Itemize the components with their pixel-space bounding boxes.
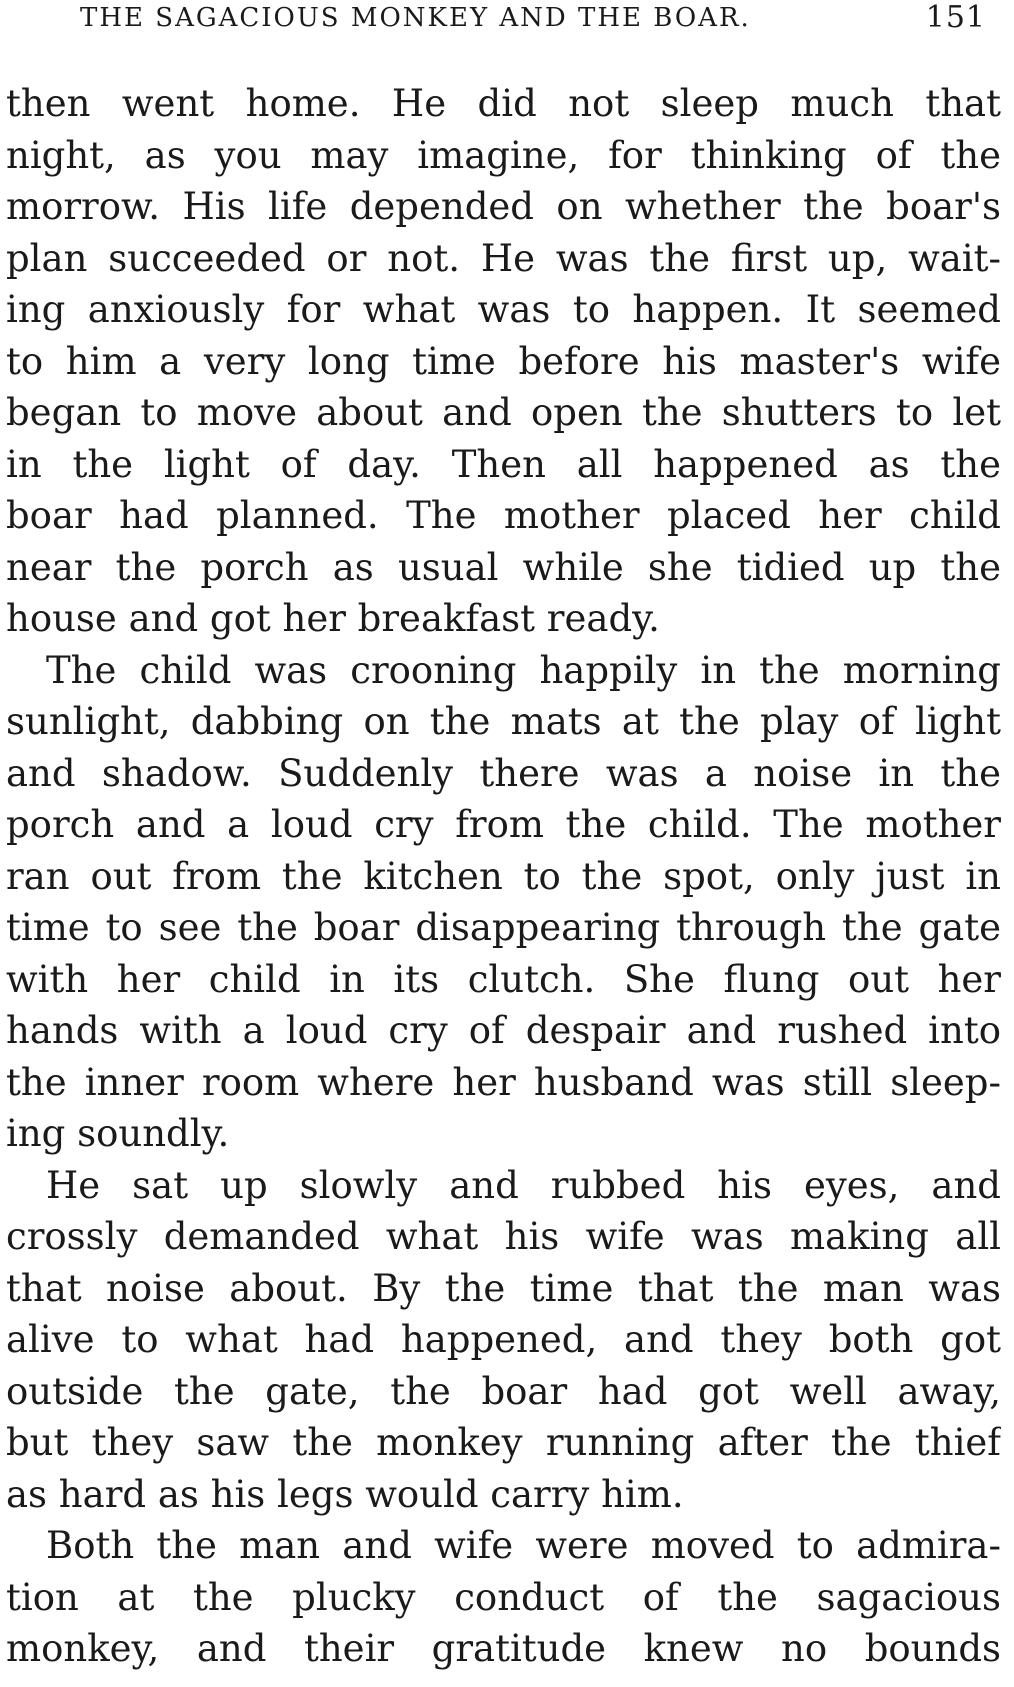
- text-line: porch and a loud cry from the child. The mother: [6, 803, 1001, 846]
- text-line: sunlight, dabbing on the mats at the play of light: [6, 700, 1001, 743]
- text-line: monkey, and their gratitude knew no bounds: [6, 1627, 1001, 1670]
- text-line: Both the man and wife were moved to admira-: [46, 1524, 1001, 1567]
- text-line: boar had planned. The mother placed her child: [6, 494, 1001, 537]
- text-line: The child was crooning happily in the morning: [46, 648, 1001, 692]
- text-line: house and got her breakfast ready.: [6, 597, 660, 640]
- text-line: but they saw the monkey running after the thief: [6, 1421, 1001, 1464]
- text-line: ing soundly.: [6, 1112, 230, 1155]
- running-title: THE SAGACIOUS MONKEY AND THE BOAR.: [80, 3, 751, 33]
- text-line: and shadow. Suddenly there was a noise in the: [6, 751, 1001, 795]
- text-line: near the porch as usual while she tidied up the: [6, 545, 1001, 589]
- text-line: ing anxiously for what was to happen. It seemed: [6, 288, 1001, 331]
- text-line: to him a very long time before his master's wife: [6, 339, 1001, 383]
- text-line: in the light of day. Then all happened as the: [6, 442, 1001, 486]
- text-line: with her child in its clutch. She flung out her: [6, 957, 1001, 1001]
- text-line: He sat up slowly and rubbed his eyes, and: [46, 1163, 1001, 1207]
- body-text: [6, 78, 1001, 1675]
- text-line: plan succeeded or not. He was the first up, wait-: [6, 236, 1001, 280]
- page-number: 151: [925, 0, 986, 35]
- running-head: [80, 0, 1000, 40]
- text-line: the inner room where her husband was still sleep-: [6, 1060, 1001, 1104]
- text-line: then went home. He did not sleep much that: [6, 82, 1001, 125]
- text-line: time to see the boar disappearing through the gate: [6, 906, 1001, 949]
- text-line: morrow. His life depended on whether the boar's: [6, 185, 1001, 228]
- text-line: as hard as his legs would carry him.: [6, 1472, 684, 1516]
- text-line: that noise about. By the time that the man was: [6, 1266, 1001, 1310]
- text-line: crossly demanded what his wife was making all: [6, 1215, 1001, 1258]
- text-line: alive to what had happened, and they both got: [6, 1318, 1001, 1361]
- text-line: ran out from the kitchen to the spot, only just in: [6, 854, 1001, 898]
- text-line: outside the gate, the boar had got well away,: [6, 1369, 1001, 1413]
- text-line: hands with a loud cry of despair and rushed into: [6, 1009, 1001, 1052]
- text-line: tion at the plucky conduct of the sagacious: [6, 1575, 1001, 1619]
- text-line: night, as you may imagine, for thinking of the: [6, 133, 1001, 177]
- text-line: began to move about and open the shutters to let: [6, 391, 1001, 434]
